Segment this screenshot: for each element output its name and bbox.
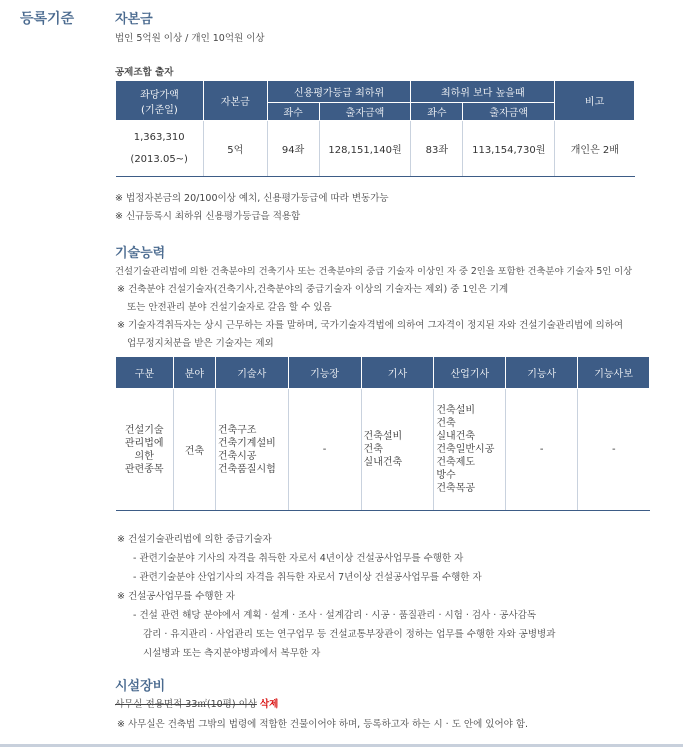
tech-note-7: - 건설 관련 해당 분야에서 계획 · 설계 · 조사 · 설계감리 · 시공 · 품질관리 · 시험 · 검사 · 공사감독	[133, 610, 537, 621]
capital-subheading: 공제조합 출자	[115, 67, 174, 78]
tech-note-5: - 관련기술분야 산업기사의 자격을 취득한 자로서 7년이상 건설공사업무를 수행한 자	[133, 572, 482, 583]
col-note: 비고	[555, 81, 635, 121]
col-industrial: 산업기사	[434, 357, 506, 389]
table-row	[116, 121, 635, 177]
tech-heading: 기술능력	[115, 246, 166, 261]
capital-note-1: ※ 법정자본금의 20/100이상 예치, 신용평가등급에 따라 변동가능	[115, 193, 389, 204]
cell-capital: 5억	[203, 121, 267, 177]
col-master: 기능장	[288, 357, 361, 389]
col-capital: 자본금	[203, 81, 267, 121]
tech-note-8: 감리 · 유지관리 · 사업관리 또는 연구업무 등 건설교통부장관이 정하는 업무를 수행한 자와 공병병과	[143, 629, 556, 640]
cell-field: 건축	[173, 389, 215, 511]
col-craftsman-assist: 기능사보	[578, 357, 650, 389]
col-higher-grade: 최하위 보다 높을때	[411, 81, 555, 103]
tech-note-2a: ※ 기술자격취득자는 상시 근무하는 자를 말하며, 국가기술자격법에 의하여 그자격이 정지된 자와 건설기술관리법에 의하여	[117, 320, 624, 331]
col-units-1: 좌수	[267, 103, 319, 121]
cell-balance: 1,363,310 (2013.05~)	[116, 121, 204, 177]
cell-units-1: 94좌	[267, 121, 319, 177]
page-title: 등록기준	[20, 11, 75, 27]
col-amount-2: 출자금액	[463, 103, 555, 121]
capital-heading: 자본금	[115, 12, 153, 27]
cell-amount-1: 128,151,140원	[319, 121, 411, 177]
tech-note-1b: 또는 안전관리 분야 건설기술자로 갈음 할 수 있음	[127, 302, 332, 313]
tech-note-2b: 업무정지처분을 받은 기술자는 제외	[127, 338, 274, 349]
facility-deleted-label: 삭제	[259, 699, 279, 710]
capital-desc: 법인 5억원 이상 / 개인 10억원 이상	[115, 33, 265, 44]
tech-note-4: - 관련기술분야 기사의 자격을 취득한 자로서 4년이상 건설공사업무를 수행한 자	[133, 553, 464, 564]
cell-gisa: 건축설비 건축 실내건축	[361, 389, 434, 511]
col-category: 구분	[116, 357, 174, 389]
tech-note-1a: ※ 건축분야 건설기술자(건축기사,건축분야의 중급기술자 이상의 기술자는 제외) 중 1인은 기계	[117, 284, 509, 295]
capital-note-2: ※ 신규등록시 최하위 신용평가등급을 적용함	[115, 211, 301, 222]
cell-category: 건설기술 관리법에 의한 관련종목	[116, 389, 174, 511]
cell-craftsman: -	[506, 389, 578, 511]
col-gisa: 기사	[361, 357, 434, 389]
facility-heading: 시설장비	[115, 679, 166, 694]
col-engineer: 기술사	[215, 357, 288, 389]
col-amount-1: 출자금액	[319, 103, 411, 121]
col-field: 분야	[173, 357, 215, 389]
cell-engineer: 건축구조 건축기계설비 건축시공 건축품질시험	[215, 389, 288, 511]
col-units-2: 좌수	[411, 103, 463, 121]
col-balance: 좌당가액 (기준일)	[116, 81, 204, 121]
bottom-divider	[0, 744, 683, 747]
tech-table	[115, 356, 650, 511]
cell-units-2: 83좌	[411, 121, 463, 177]
facility-struck-text: 사무실 전용면적 33㎡(10평) 이상	[115, 699, 257, 710]
tech-note-9: 시설병과 또는 측지분야병과에서 복무한 자	[143, 648, 321, 659]
capital-table	[115, 80, 635, 177]
tech-note-3: ※ 건설기술관리법에 의한 중급기술자	[117, 534, 272, 545]
col-craftsman: 기능사	[506, 357, 578, 389]
cell-amount-2: 113,154,730원	[463, 121, 555, 177]
table-row	[116, 389, 650, 511]
facility-line	[115, 696, 278, 710]
tech-note-6: ※ 건설공사업무를 수행한 자	[117, 591, 235, 602]
cell-master: -	[288, 389, 361, 511]
cell-industrial: 건축설비 건축 실내건축 건축일반시공 건축제도 방수 건축목공	[434, 389, 506, 511]
cell-note: 개인은 2배	[555, 121, 635, 177]
col-lowest-grade: 신용평가등급 최하위	[267, 81, 411, 103]
tech-desc: 건설기술관리법에 의한 건축분야의 건축기사 또는 건축분야의 중급 기술자 이상인 자 중 2인을 포함한 건축분야 기술자 5인 이상	[115, 266, 633, 277]
facility-note: ※ 사무실은 건축법 그밖의 법령에 적합한 건물이어야 하며, 등록하고자 하는 시 · 도 안에 있어야 함.	[117, 719, 529, 730]
cell-craftsman-assist: -	[578, 389, 650, 511]
